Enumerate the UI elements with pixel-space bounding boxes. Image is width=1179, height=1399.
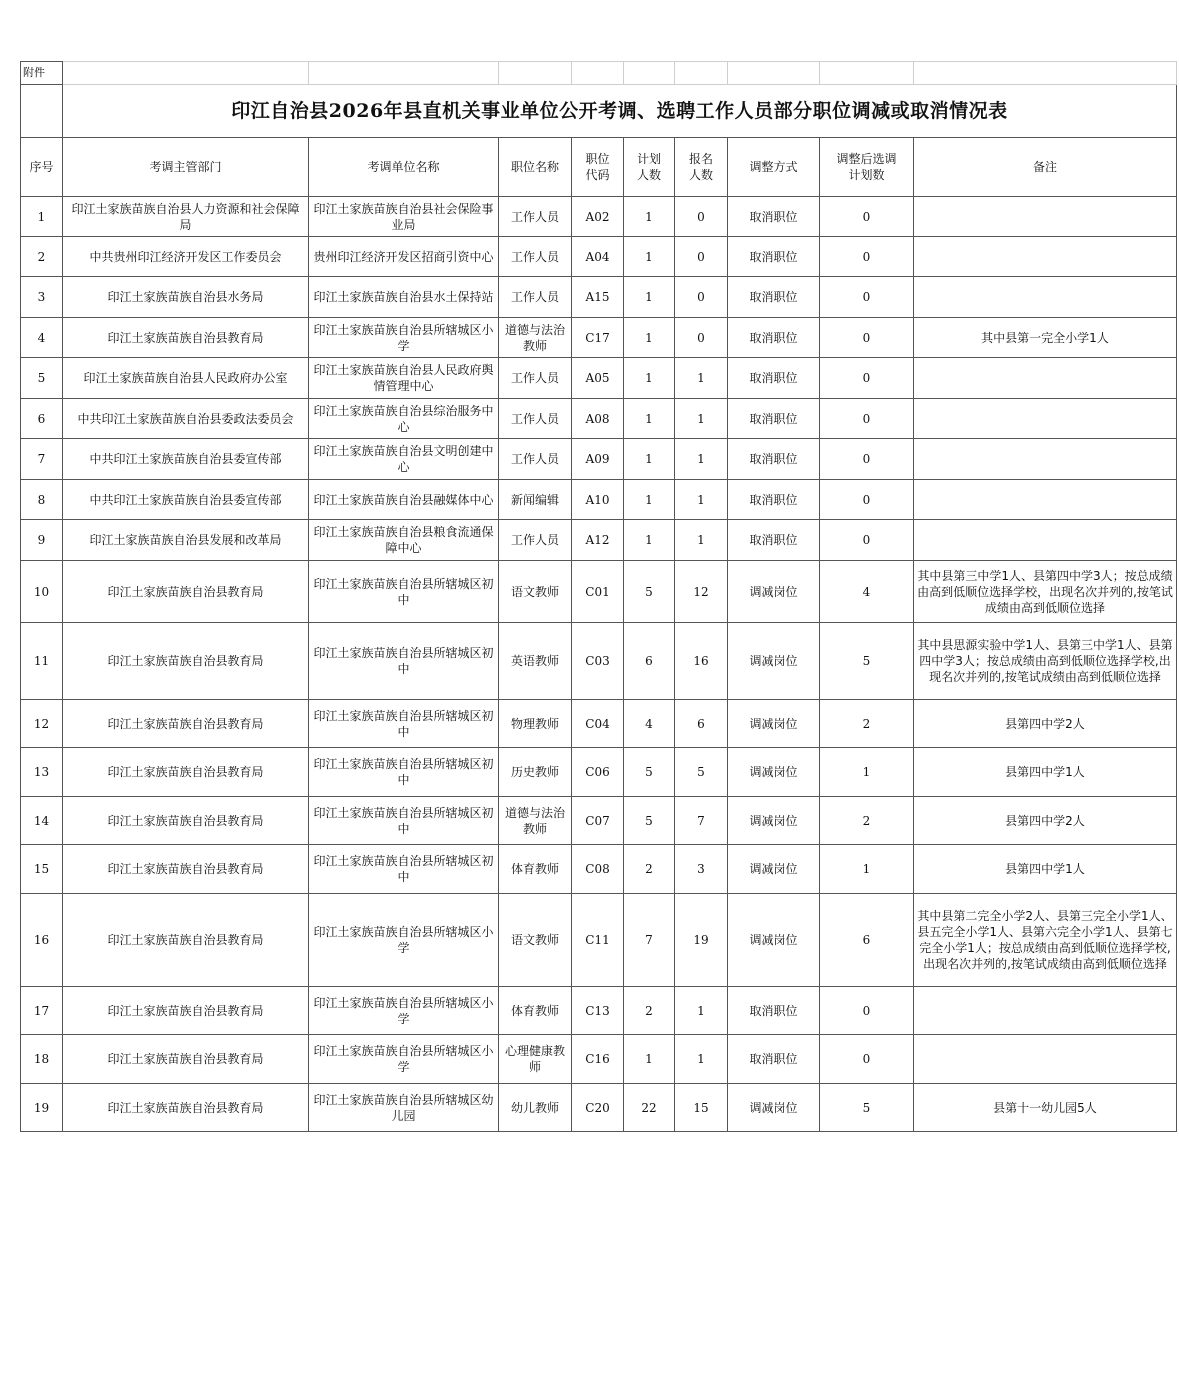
row-unit: 印江土家族苗族自治县融媒体中心 [309,480,499,520]
row-dept: 印江土家族苗族自治县教育局 [63,318,309,358]
row-code: C08 [572,845,624,894]
row-unit: 印江土家族苗族自治县所辖城区初中 [309,797,499,845]
row-applied: 0 [675,318,728,358]
row-plan: 22 [624,1084,675,1132]
row-method: 调减岗位 [728,748,820,797]
row-note: 县第四中学1人 [914,748,1177,797]
row-adjusted: 2 [820,797,914,845]
row-method: 取消职位 [728,237,820,277]
row-applied: 5 [675,748,728,797]
row-unit: 印江土家族苗族自治县所辖城区初中 [309,623,499,700]
row-adjusted: 2 [820,700,914,748]
row-plan: 1 [624,318,675,358]
row-method: 取消职位 [728,480,820,520]
row-dept: 印江土家族苗族自治县教育局 [63,748,309,797]
row-unit: 印江土家族苗族自治县水土保持站 [309,277,499,318]
row-code: A04 [572,237,624,277]
row-number: 14 [21,797,63,845]
row-applied: 1 [675,480,728,520]
row-dept: 印江土家族苗族自治县发展和改革局 [63,520,309,561]
row-position: 历史教师 [499,748,572,797]
row-code: C01 [572,561,624,623]
row-unit: 印江土家族苗族自治县所辖城区初中 [309,748,499,797]
row-method: 取消职位 [728,277,820,318]
row-plan: 5 [624,561,675,623]
row-unit: 印江土家族苗族自治县所辖城区小学 [309,987,499,1035]
row-position: 道德与法治教师 [499,797,572,845]
row-unit: 印江土家族苗族自治县所辖城区初中 [309,700,499,748]
row-method: 取消职位 [728,1035,820,1084]
row-position: 新闻编辑 [499,480,572,520]
row-method: 取消职位 [728,318,820,358]
row-method: 调减岗位 [728,894,820,987]
row-adjusted: 0 [820,237,914,277]
header-applied: 报名人数 [675,138,728,197]
header-note: 备注 [914,138,1177,197]
row-applied: 7 [675,797,728,845]
row-adjusted: 0 [820,439,914,480]
row-applied: 16 [675,623,728,700]
row-plan: 1 [624,439,675,480]
table-row [21,700,1177,748]
header-adjusted: 调整后选调计划数 [820,138,914,197]
row-note [914,197,1177,237]
page-title: 印江自治县2026年县直机关事业单位公开考调、选聘工作人员部分职位调减或取消情况表 [63,85,1177,138]
header-position: 职位名称 [499,138,572,197]
row-method: 取消职位 [728,439,820,480]
row-code: C20 [572,1084,624,1132]
row-adjusted: 0 [820,399,914,439]
row-dept: 印江土家族苗族自治县教育局 [63,1035,309,1084]
row-adjusted: 0 [820,987,914,1035]
row-dept: 印江土家族苗族自治县教育局 [63,894,309,987]
row-position: 体育教师 [499,845,572,894]
row-note: 县第四中学1人 [914,845,1177,894]
row-position: 工作人员 [499,358,572,399]
row-position: 体育教师 [499,987,572,1035]
row-unit: 印江土家族苗族自治县社会保险事业局 [309,197,499,237]
row-code: A02 [572,197,624,237]
row-note: 其中县思源实验中学1人、县第三中学1人、县第四中学3人；按总成绩由高到低顺位选择学校,出现名次并列的,按笔试成绩由高到低顺位选择 [914,623,1177,700]
row-code: C17 [572,318,624,358]
header-plan: 计划人数 [624,138,675,197]
row-unit: 印江土家族苗族自治县人民政府舆情管理中心 [309,358,499,399]
header-unit: 考调单位名称 [309,138,499,197]
row-position: 工作人员 [499,439,572,480]
row-number: 17 [21,987,63,1035]
row-note: 县第四中学2人 [914,700,1177,748]
row-applied: 1 [675,520,728,561]
attachment-label: 附件 [21,62,63,85]
row-code: C13 [572,987,624,1035]
row-applied: 12 [675,561,728,623]
row-plan: 5 [624,748,675,797]
row-method: 取消职位 [728,197,820,237]
row-number: 7 [21,439,63,480]
row-plan: 1 [624,237,675,277]
row-unit: 贵州印江经济开发区招商引资中心 [309,237,499,277]
row-applied: 1 [675,439,728,480]
row-note [914,439,1177,480]
table-row [21,561,1177,623]
row-dept: 印江土家族苗族自治县人民政府办公室 [63,358,309,399]
row-dept: 印江土家族苗族自治县人力资源和社会保障局 [63,197,309,237]
row-dept: 中共印江土家族苗族自治县委宣传部 [63,439,309,480]
row-plan: 7 [624,894,675,987]
row-note [914,987,1177,1035]
row-unit: 印江土家族苗族自治县所辖城区初中 [309,561,499,623]
row-dept: 中共贵州印江经济开发区工作委员会 [63,237,309,277]
row-applied: 0 [675,277,728,318]
row-method: 取消职位 [728,520,820,561]
row-unit: 印江土家族苗族自治县粮食流通保障中心 [309,520,499,561]
table-row [21,623,1177,700]
row-adjusted: 5 [820,1084,914,1132]
row-code: C11 [572,894,624,987]
row-adjusted: 0 [820,1035,914,1084]
header-code: 职位代码 [572,138,624,197]
row-plan: 2 [624,987,675,1035]
row-position: 物理教师 [499,700,572,748]
attachment-row [21,62,1177,85]
table-row [21,845,1177,894]
row-unit: 印江土家族苗族自治县所辖城区小学 [309,894,499,987]
row-number: 11 [21,623,63,700]
row-code: C16 [572,1035,624,1084]
row-plan: 1 [624,520,675,561]
row-method: 调减岗位 [728,1084,820,1132]
row-note: 其中县第二完全小学2人、县第三完全小学1人、县五完全小学1人、县第六完全小学1人、县第七完全小学1人；按总成绩由高到低顺位选择学校,出现名次并列的,按笔试成绩由高到低顺位选择 [914,894,1177,987]
row-code: A10 [572,480,624,520]
row-code: C06 [572,748,624,797]
row-adjusted: 6 [820,894,914,987]
row-position: 工作人员 [499,197,572,237]
row-dept: 印江土家族苗族自治县教育局 [63,987,309,1035]
row-note: 其中县第一完全小学1人 [914,318,1177,358]
adjustment-table [20,61,1177,1132]
row-code: A09 [572,439,624,480]
row-note [914,237,1177,277]
row-position: 工作人员 [499,237,572,277]
row-position: 工作人员 [499,399,572,439]
table-row [21,797,1177,845]
row-note [914,480,1177,520]
row-dept: 印江土家族苗族自治县教育局 [63,1084,309,1132]
row-note: 县第十一幼儿园5人 [914,1084,1177,1132]
title-row [21,85,1177,138]
table-row [21,277,1177,318]
row-position: 心理健康教师 [499,1035,572,1084]
row-applied: 15 [675,1084,728,1132]
row-number: 1 [21,197,63,237]
table-row [21,748,1177,797]
header-method: 调整方式 [728,138,820,197]
row-applied: 0 [675,237,728,277]
row-adjusted: 1 [820,845,914,894]
row-number: 13 [21,748,63,797]
row-adjusted: 0 [820,277,914,318]
row-method: 调减岗位 [728,561,820,623]
row-method: 调减岗位 [728,623,820,700]
row-plan: 1 [624,358,675,399]
header-no: 序号 [21,138,63,197]
table-row [21,318,1177,358]
row-code: A05 [572,358,624,399]
row-dept: 印江土家族苗族自治县水务局 [63,277,309,318]
row-number: 3 [21,277,63,318]
table-row [21,197,1177,237]
row-number: 16 [21,894,63,987]
row-code: A12 [572,520,624,561]
row-number: 19 [21,1084,63,1132]
row-position: 工作人员 [499,520,572,561]
row-position: 语文教师 [499,894,572,987]
row-note [914,277,1177,318]
table-row [21,399,1177,439]
row-note [914,1035,1177,1084]
header-dept: 考调主管部门 [63,138,309,197]
row-note: 其中县第三中学1人、县第四中学3人；按总成绩由高到低顺位选择学校，出现名次并列的,按笔试成绩由高到低顺位选择 [914,561,1177,623]
row-number: 8 [21,480,63,520]
row-plan: 1 [624,399,675,439]
row-applied: 0 [675,197,728,237]
table-row [21,520,1177,561]
row-adjusted: 5 [820,623,914,700]
table-row [21,480,1177,520]
row-position: 语文教师 [499,561,572,623]
row-applied: 1 [675,1035,728,1084]
row-number: 2 [21,237,63,277]
row-dept: 印江土家族苗族自治县教育局 [63,561,309,623]
row-adjusted: 0 [820,318,914,358]
row-dept: 印江土家族苗族自治县教育局 [63,845,309,894]
row-number: 6 [21,399,63,439]
row-dept: 印江土家族苗族自治县教育局 [63,623,309,700]
row-code: A15 [572,277,624,318]
table-row [21,237,1177,277]
row-number: 9 [21,520,63,561]
row-unit: 印江土家族苗族自治县所辖城区小学 [309,1035,499,1084]
row-code: C03 [572,623,624,700]
row-dept: 印江土家族苗族自治县教育局 [63,797,309,845]
row-number: 12 [21,700,63,748]
row-number: 10 [21,561,63,623]
row-method: 取消职位 [728,399,820,439]
row-applied: 1 [675,987,728,1035]
row-plan: 4 [624,700,675,748]
row-plan: 2 [624,845,675,894]
row-position: 工作人员 [499,277,572,318]
row-applied: 19 [675,894,728,987]
row-number: 5 [21,358,63,399]
row-plan: 6 [624,623,675,700]
row-note [914,358,1177,399]
row-unit: 印江土家族苗族自治县所辖城区幼儿园 [309,1084,499,1132]
row-code: A08 [572,399,624,439]
row-method: 取消职位 [728,358,820,399]
row-position: 幼儿教师 [499,1084,572,1132]
table-row [21,894,1177,987]
row-method: 调减岗位 [728,797,820,845]
row-position: 道德与法治教师 [499,318,572,358]
row-number: 4 [21,318,63,358]
row-method: 调减岗位 [728,845,820,894]
row-unit: 印江土家族苗族自治县综治服务中心 [309,399,499,439]
table-row [21,987,1177,1035]
table-row [21,1035,1177,1084]
row-note: 县第四中学2人 [914,797,1177,845]
row-unit: 印江土家族苗族自治县所辖城区小学 [309,318,499,358]
row-plan: 1 [624,480,675,520]
row-note [914,520,1177,561]
row-applied: 1 [675,399,728,439]
row-code: C07 [572,797,624,845]
table-row [21,439,1177,480]
table-row [21,358,1177,399]
row-method: 调减岗位 [728,700,820,748]
row-note [914,399,1177,439]
row-applied: 1 [675,358,728,399]
row-unit: 印江土家族苗族自治县所辖城区初中 [309,845,499,894]
row-dept: 中共印江土家族苗族自治县委政法委员会 [63,399,309,439]
row-adjusted: 0 [820,358,914,399]
table-row [21,1084,1177,1132]
row-plan: 1 [624,1035,675,1084]
row-plan: 5 [624,797,675,845]
row-applied: 6 [675,700,728,748]
row-adjusted: 0 [820,197,914,237]
row-method: 取消职位 [728,987,820,1035]
row-plan: 1 [624,277,675,318]
row-code: C04 [572,700,624,748]
row-position: 英语教师 [499,623,572,700]
row-number: 18 [21,1035,63,1084]
row-adjusted: 0 [820,480,914,520]
row-number: 15 [21,845,63,894]
header-row [21,138,1177,197]
row-plan: 1 [624,197,675,237]
row-dept: 中共印江土家族苗族自治县委宣传部 [63,480,309,520]
row-adjusted: 1 [820,748,914,797]
row-applied: 3 [675,845,728,894]
row-adjusted: 4 [820,561,914,623]
row-adjusted: 0 [820,520,914,561]
row-unit: 印江土家族苗族自治县文明创建中心 [309,439,499,480]
row-dept: 印江土家族苗族自治县教育局 [63,700,309,748]
